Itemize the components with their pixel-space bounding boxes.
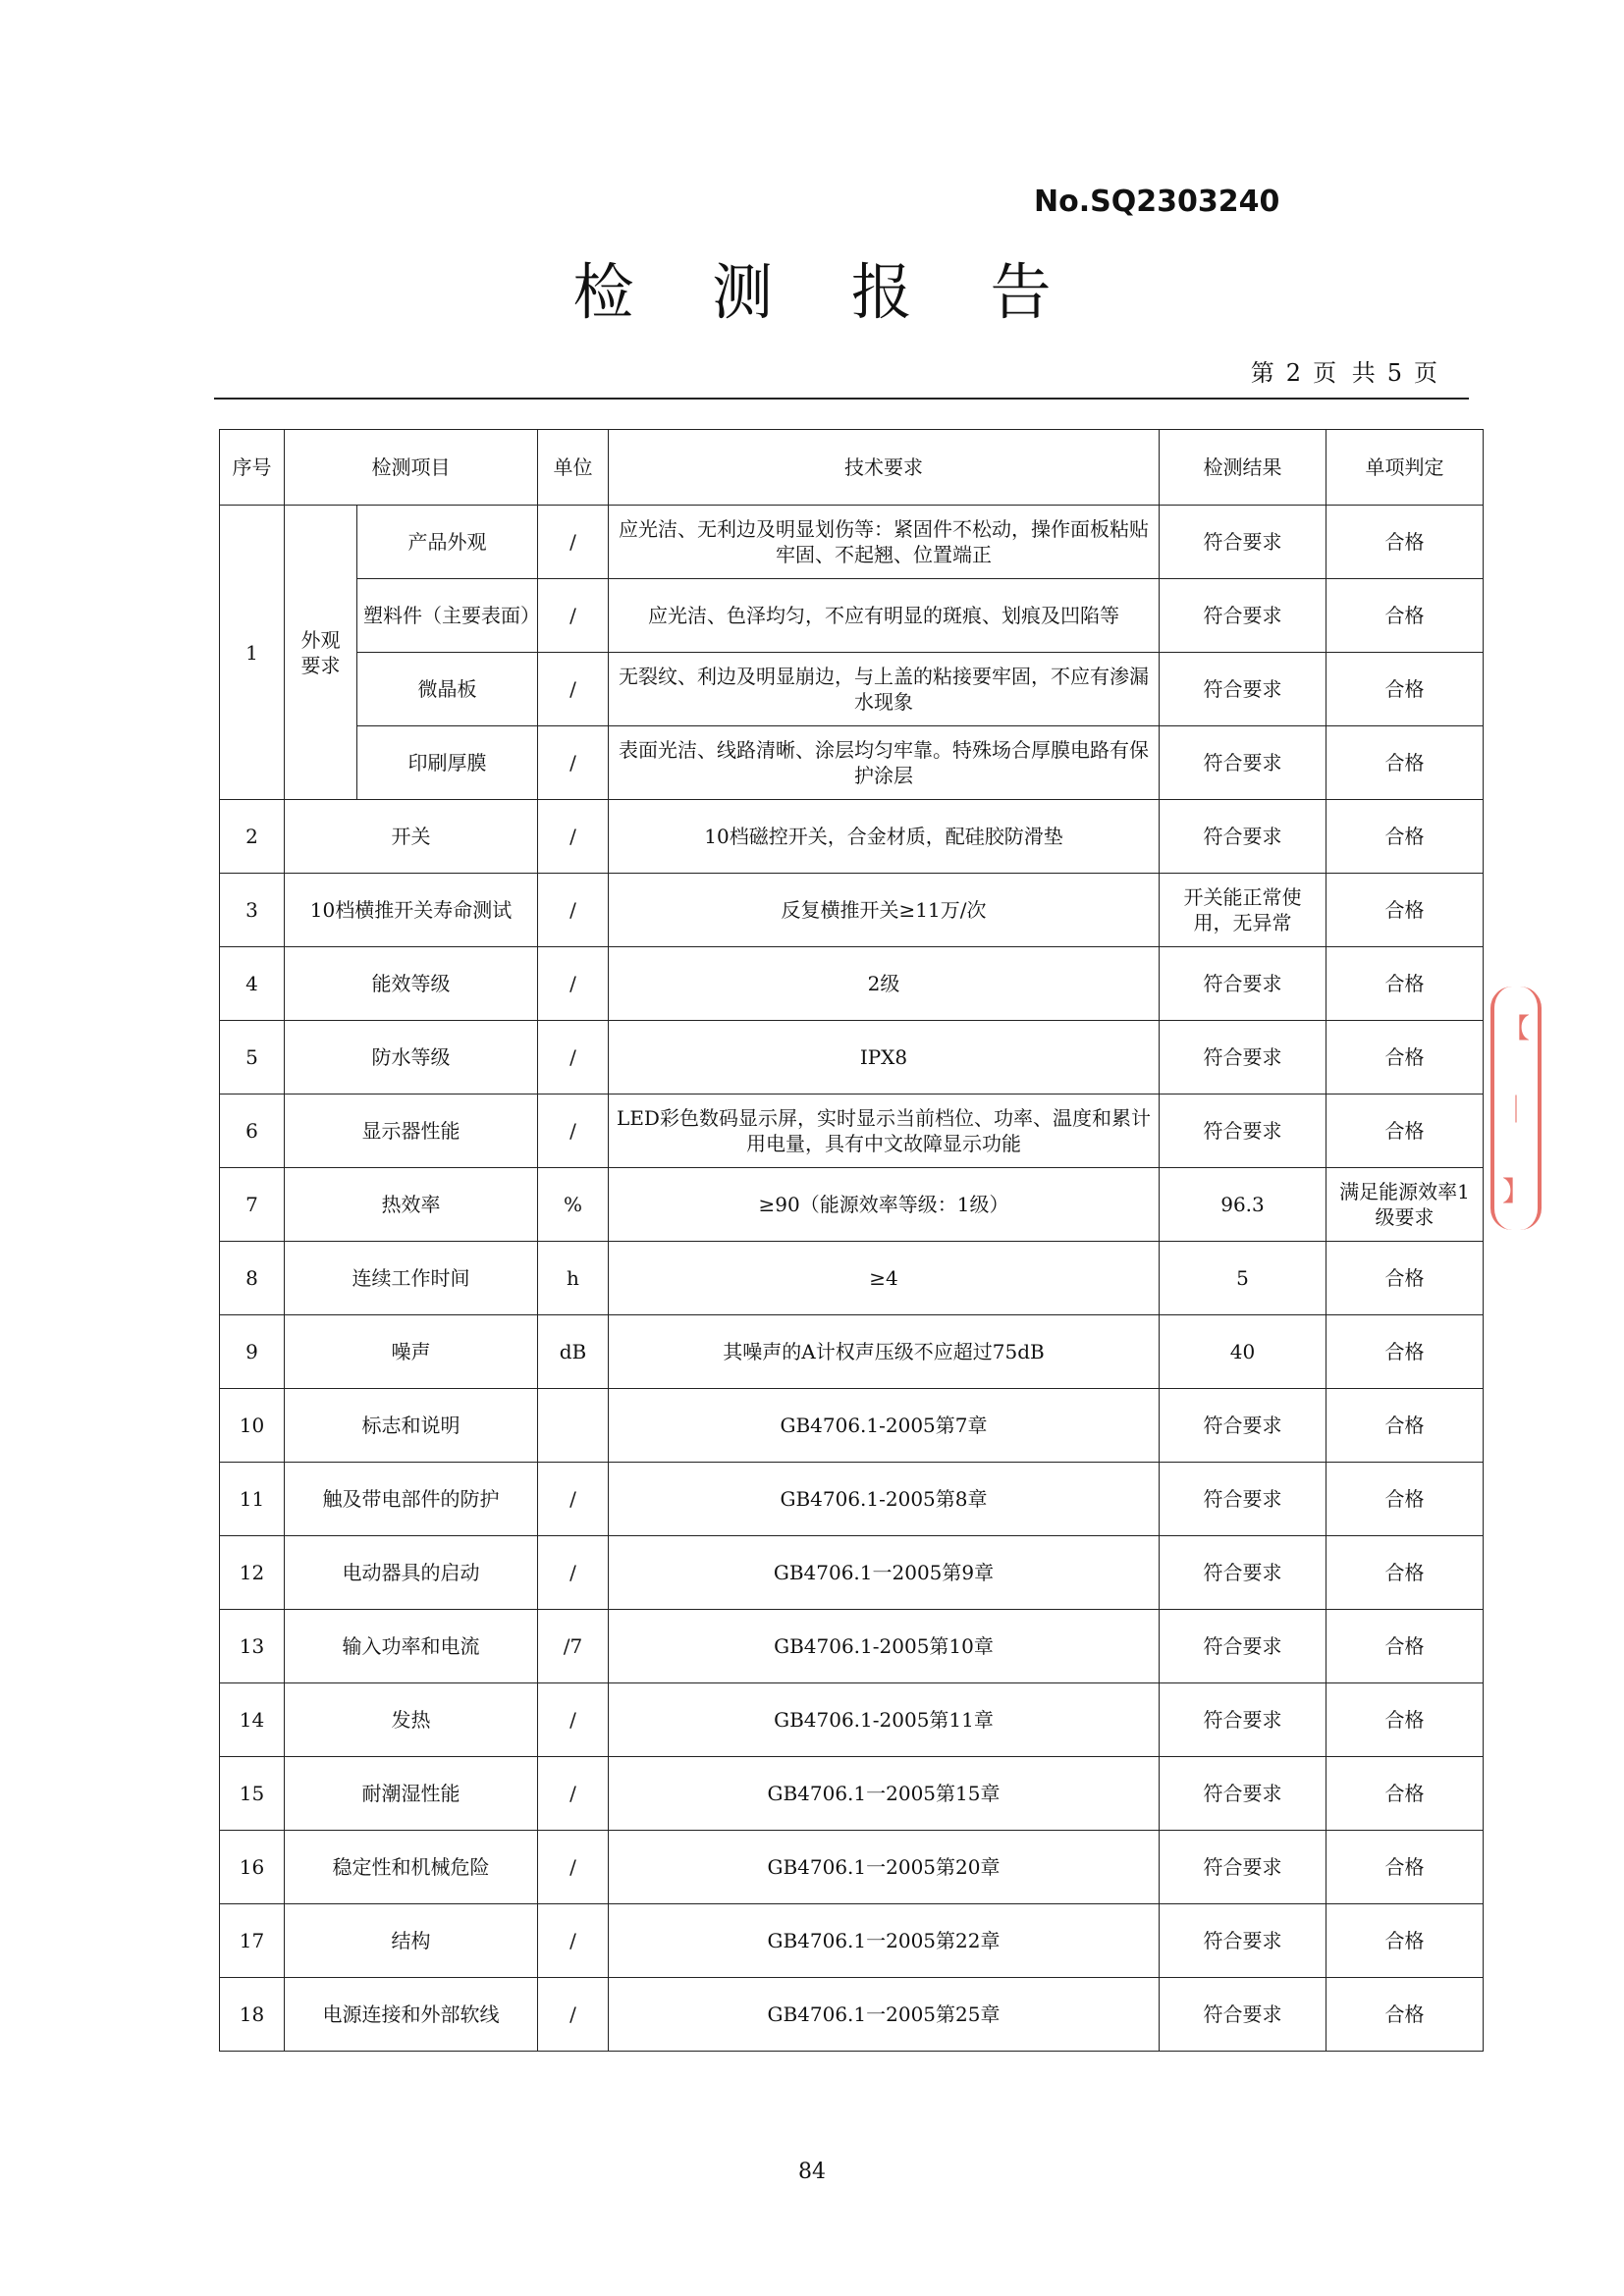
table-row	[220, 1021, 1484, 1095]
seal-mark-icon: 【	[1501, 1012, 1530, 1045]
row-no: 3	[220, 874, 285, 947]
row-no: 15	[220, 1757, 285, 1831]
row-item: 防水等级	[285, 1021, 538, 1095]
row-requirement: GB4706.1-2005第11章	[609, 1683, 1160, 1757]
row-requirement: GB4706.1-2005第10章	[609, 1610, 1160, 1683]
row-requirement: 10档磁控开关，合金材质，配硅胶防滑垫	[609, 800, 1160, 874]
page-total: 5	[1386, 359, 1402, 387]
page-suffix: 页	[1414, 359, 1437, 387]
row-judgment: 合格	[1326, 1904, 1484, 1978]
row-result: 符合要求	[1160, 1610, 1326, 1683]
header-divider	[214, 398, 1469, 400]
row-judgment: 合格	[1326, 1757, 1484, 1831]
row-sub-item: 微晶板	[357, 653, 538, 726]
row-no: 2	[220, 800, 285, 874]
row-requirement: 表面光洁、线路清晰、涂层均匀牢靠。特殊场合厚膜电路有保护涂层	[609, 726, 1160, 800]
row-requirement: 应光洁、色泽均匀，不应有明显的斑痕、划痕及凹陷等	[609, 579, 1160, 653]
table-row	[220, 1683, 1484, 1757]
row-judgment: 合格	[1326, 874, 1484, 947]
table-row	[220, 1168, 1484, 1242]
row-no: 17	[220, 1904, 285, 1978]
row-no: 18	[220, 1978, 285, 2052]
row-result: 符合要求	[1160, 1463, 1326, 1536]
row-item: 触及带电部件的防护	[285, 1463, 538, 1536]
row-unit: /	[538, 1095, 609, 1168]
row-unit	[538, 1389, 609, 1463]
row-judgment: 合格	[1326, 1831, 1484, 1904]
table-row	[220, 579, 1484, 653]
row-requirement: 无裂纹、利边及明显崩边，与上盖的粘接要牢固，不应有渗漏水现象	[609, 653, 1160, 726]
row-requirement: 2级	[609, 947, 1160, 1021]
row-item: 显示器性能	[285, 1095, 538, 1168]
row-unit: /	[538, 947, 609, 1021]
row-requirement: ≥4	[609, 1242, 1160, 1315]
row-judgment: 合格	[1326, 1536, 1484, 1610]
row-judgment: 合格	[1326, 947, 1484, 1021]
row-requirement: GB4706.1-2005第8章	[609, 1463, 1160, 1536]
row-unit: /	[538, 1904, 609, 1978]
row-result: 符合要求	[1160, 579, 1326, 653]
table-row	[220, 1463, 1484, 1536]
row-requirement: 应光洁、无利边及明显划伤等：紧固件不松动，操作面板粘贴牢固、不起翘、位置端正	[609, 506, 1160, 579]
row-unit: /	[538, 1978, 609, 2052]
table-row	[220, 1536, 1484, 1610]
row-item: 能效等级	[285, 947, 538, 1021]
row-item: 电源连接和外部软线	[285, 1978, 538, 2052]
row-item: 结构	[285, 1904, 538, 1978]
row-unit: /	[538, 1831, 609, 1904]
row-result: 符合要求	[1160, 1536, 1326, 1610]
row-judgment: 合格	[1326, 1315, 1484, 1389]
table-row	[220, 1242, 1484, 1315]
row-no: 13	[220, 1610, 285, 1683]
row-result: 符合要求	[1160, 1021, 1326, 1095]
row-item: 稳定性和机械危险	[285, 1831, 538, 1904]
table-row	[220, 874, 1484, 947]
inspection-seal-stamp	[1490, 987, 1542, 1230]
header-no: 序号	[220, 430, 285, 506]
row-sub-item: 塑料件（主要表面）	[357, 579, 538, 653]
row-unit: /	[538, 800, 609, 874]
header-judgment: 单项判定	[1326, 430, 1484, 506]
row-result: 符合要求	[1160, 1904, 1326, 1978]
page-prefix: 第	[1250, 359, 1274, 387]
row-no: 9	[220, 1315, 285, 1389]
row-judgment: 合格	[1326, 800, 1484, 874]
row-item: 热效率	[285, 1168, 538, 1242]
row-judgment: 合格	[1326, 653, 1484, 726]
table-row	[220, 1095, 1484, 1168]
row-no: 1	[220, 506, 285, 800]
table-row	[220, 947, 1484, 1021]
header-unit: 单位	[538, 430, 609, 506]
row-judgment: 合格	[1326, 726, 1484, 800]
row-requirement: ≥90（能源效率等级：1级）	[609, 1168, 1160, 1242]
row-unit: /	[538, 506, 609, 579]
row-no: 12	[220, 1536, 285, 1610]
row-result: 40	[1160, 1315, 1326, 1389]
row-judgment: 满足能源效率1级要求	[1326, 1168, 1484, 1242]
table-row	[220, 1757, 1484, 1831]
row-judgment: 合格	[1326, 579, 1484, 653]
page-number: 84	[798, 2160, 826, 2184]
header-requirement: 技术要求	[609, 430, 1160, 506]
row-unit: /	[538, 579, 609, 653]
row-result: 符合要求	[1160, 1831, 1326, 1904]
row-requirement: 反复横推开关≥11万/次	[609, 874, 1160, 947]
table-row	[220, 653, 1484, 726]
row-unit: /	[538, 874, 609, 947]
row-requirement: GB4706.1一2005第15章	[609, 1757, 1160, 1831]
row-no: 11	[220, 1463, 285, 1536]
row-result: 96.3	[1160, 1168, 1326, 1242]
row-sub-item: 印刷厚膜	[357, 726, 538, 800]
row-no: 14	[220, 1683, 285, 1757]
row-no: 7	[220, 1168, 285, 1242]
row-item: 标志和说明	[285, 1389, 538, 1463]
row-no: 6	[220, 1095, 285, 1168]
table-row	[220, 506, 1484, 579]
row-requirement: GB4706.1一2005第9章	[609, 1536, 1160, 1610]
row-judgment: 合格	[1326, 1978, 1484, 2052]
row-item: 连续工作时间	[285, 1242, 538, 1315]
table-row	[220, 1610, 1484, 1683]
row-item: 噪声	[285, 1315, 538, 1389]
row-item: 耐潮湿性能	[285, 1757, 538, 1831]
table-header-row	[220, 430, 1484, 506]
row-result: 符合要求	[1160, 1757, 1326, 1831]
table-row	[220, 726, 1484, 800]
row-requirement: GB4706.1一2005第22章	[609, 1904, 1160, 1978]
table-row	[220, 1315, 1484, 1389]
table-row	[220, 1831, 1484, 1904]
row-unit: /7	[538, 1610, 609, 1683]
row-unit: /	[538, 1463, 609, 1536]
header-result: 检测结果	[1160, 430, 1326, 506]
row-unit: dB	[538, 1315, 609, 1389]
report-title: 检 测 报 告	[572, 256, 1081, 328]
row-no: 8	[220, 1242, 285, 1315]
row-result: 5	[1160, 1242, 1326, 1315]
row-requirement: LED彩色数码显示屏，实时显示当前档位、功率、温度和累计用电量，具有中文故障显示功能	[609, 1095, 1160, 1168]
row-no: 16	[220, 1831, 285, 1904]
row-result: 符合要求	[1160, 1389, 1326, 1463]
row-result: 符合要求	[1160, 1683, 1326, 1757]
table-row	[220, 800, 1484, 874]
row-category: 外观要求	[285, 506, 357, 800]
row-unit: %	[538, 1168, 609, 1242]
row-unit: /	[538, 1683, 609, 1757]
page-mid: 页 共	[1313, 359, 1376, 387]
row-result: 开关能正常使用，无异常	[1160, 874, 1326, 947]
row-item: 10档横推开关寿命测试	[285, 874, 538, 947]
row-unit: h	[538, 1242, 609, 1315]
row-result: 符合要求	[1160, 947, 1326, 1021]
report-number: No.SQ2303240	[1034, 185, 1280, 219]
row-result: 符合要求	[1160, 726, 1326, 800]
row-judgment: 合格	[1326, 1389, 1484, 1463]
row-sub-item: 产品外观	[357, 506, 538, 579]
row-item: 开关	[285, 800, 538, 874]
row-unit: /	[538, 1021, 609, 1095]
row-judgment: 合格	[1326, 1610, 1484, 1683]
row-no: 4	[220, 947, 285, 1021]
row-result: 符合要求	[1160, 653, 1326, 726]
table-row	[220, 1389, 1484, 1463]
test-results-table	[219, 429, 1484, 2052]
row-judgment: 合格	[1326, 1242, 1484, 1315]
row-requirement: IPX8	[609, 1021, 1160, 1095]
row-judgment: 合格	[1326, 506, 1484, 579]
row-no: 5	[220, 1021, 285, 1095]
row-judgment: 合格	[1326, 1683, 1484, 1757]
row-unit: /	[538, 726, 609, 800]
row-item: 输入功率和电流	[285, 1610, 538, 1683]
row-item: 发热	[285, 1683, 538, 1757]
page-indicator	[1178, 353, 1443, 388]
seal-mark-icon: 】	[1501, 1174, 1530, 1207]
row-unit: /	[538, 1536, 609, 1610]
row-requirement: GB4706.1一2005第25章	[609, 1978, 1160, 2052]
row-unit: /	[538, 653, 609, 726]
row-unit: /	[538, 1757, 609, 1831]
row-judgment: 合格	[1326, 1095, 1484, 1168]
row-item: 电动器具的启动	[285, 1536, 538, 1610]
header-item: 检测项目	[285, 430, 538, 506]
table-row	[220, 1904, 1484, 1978]
row-requirement: GB4706.1一2005第20章	[609, 1831, 1160, 1904]
table-row	[220, 1978, 1484, 2052]
row-judgment: 合格	[1326, 1021, 1484, 1095]
row-requirement: GB4706.1-2005第7章	[609, 1389, 1160, 1463]
row-requirement: 其噪声的A计权声压级不应超过75dB	[609, 1315, 1160, 1389]
row-result: 符合要求	[1160, 800, 1326, 874]
page-current: 2	[1285, 359, 1302, 387]
row-result: 符合要求	[1160, 506, 1326, 579]
row-result: 符合要求	[1160, 1978, 1326, 2052]
row-result: 符合要求	[1160, 1095, 1326, 1168]
seal-mark-icon: ｜	[1501, 1093, 1530, 1126]
row-no: 10	[220, 1389, 285, 1463]
row-judgment: 合格	[1326, 1463, 1484, 1536]
